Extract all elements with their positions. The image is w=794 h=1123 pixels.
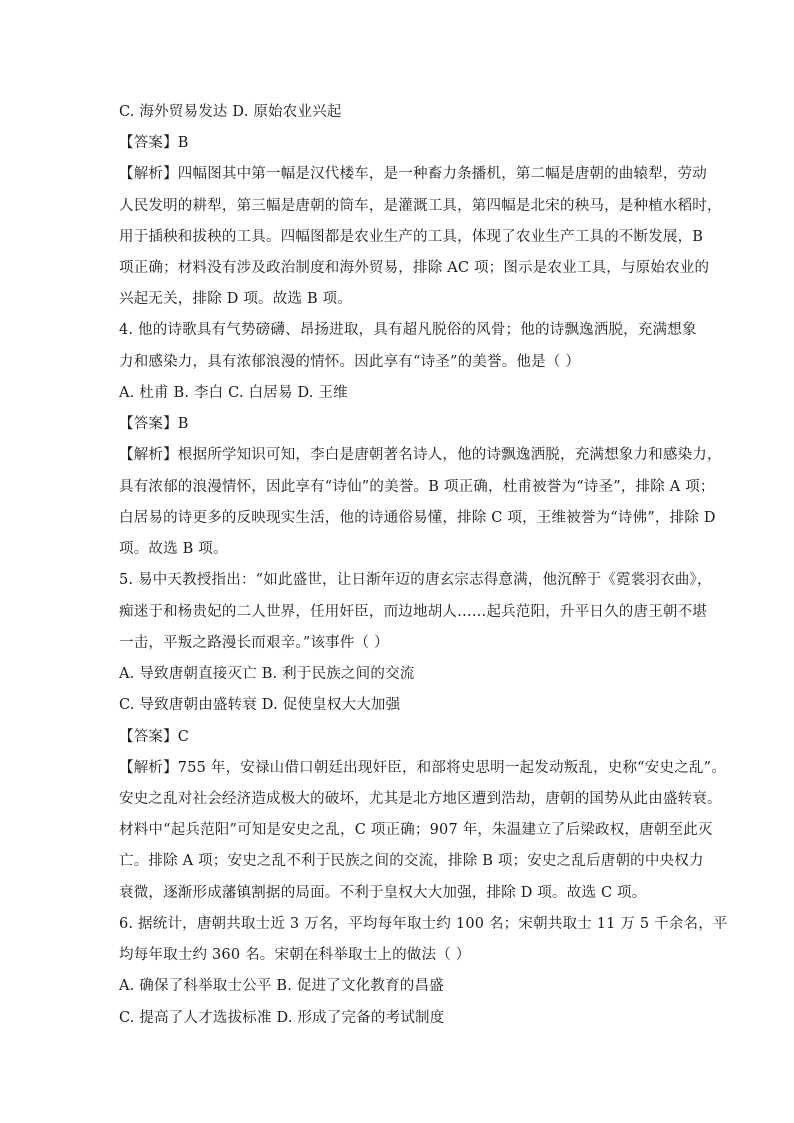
analysis-line: 材料中“起兵范阳”可知是安史之乱，C 项正确；907 年，朱温建立了后梁政权，唐朝至此灭 <box>119 822 713 838</box>
question-6-options: C. 提高了人才选拔标准 D. 形成了完备的考试制度 <box>119 1010 445 1026</box>
analysis-line: 用于插秧和拔秧的工具。四幅图都是农业生产的工具，体现了农业生产工具的不断发展，B <box>119 229 704 245</box>
analysis-line: 【解析】755 年，安禄山借口朝廷出现奸臣，和部将史思明一起发动叛乱，史称“安史之乱”。 <box>119 760 726 776</box>
analysis-line: 衰微，逐渐形成藩镇割据的局面。不利于皇权大大加强，排除 D 项。故选 C 项。 <box>119 885 647 901</box>
question-5-options: A. 导致唐朝直接灭亡 B. 利于民族之间的交流 <box>119 666 415 682</box>
analysis-line: 人民发明的耕犁，第三幅是唐朝的筒车，是灌溉工具，第四幅是北宋的秧马，是种植水稻时， <box>119 198 722 214</box>
question-5: 5. 易中天教授指出：“如此盛世，让日渐年迈的唐玄宗志得意满，他沉醉于《霓裳羽衣曲》， <box>119 572 712 588</box>
analysis-line: 具有浓郁的浪漫情怀，因此享有“诗仙”的美誉。B 项正确，杜甫被誉为“诗圣”，排除 A 项； <box>119 479 715 495</box>
analysis-line: 项正确；材料没有涉及政治制度和海外贸易，排除 AC 项；图示是农业工具，与原始农业的 <box>119 260 710 276</box>
question-6-cont: 均每年取士约 360 名。宋朝在科举取士上的做法（ ） <box>119 947 471 963</box>
question-5-options: C. 导致唐朝由盛转衰 D. 促使皇权大大加强 <box>119 697 401 713</box>
question-4: 4. 他的诗歌具有气势磅礴、昂扬进取，具有超凡脱俗的风骨；他的诗飘逸洒脱，充满想象 <box>119 322 697 338</box>
analysis-line: 【解析】根据所学知识可知，李白是唐朝著名诗人，他的诗飘逸洒脱，充满想象力和感染力， <box>119 447 722 463</box>
analysis-line: 安史之乱对社会经济造成极大的破坏，尤其是北方地区遭到浩劫，唐朝的国势从此由盛转衰。 <box>119 791 722 807</box>
analysis-line: 项。故选 B 项。 <box>119 541 228 557</box>
option-line: C. 海外贸易发达 D. 原始农业兴起 <box>119 104 342 120</box>
answer-label: 【答案】B <box>119 416 189 432</box>
analysis-line: 【解析】四幅图其中第一幅是汉代楼车，是一种畜力条播机，第二幅是唐朝的曲辕犁，劳动 <box>119 166 707 182</box>
question-4-options: A. 杜甫 B. 李白 C. 白居易 D. 王维 <box>119 385 348 401</box>
question-5-cont: 痴迷于和杨贵妃的二人世界，任用奸臣，而边地胡人……起兵范阳，升平日久的唐王朝不堪 <box>119 604 707 620</box>
question-6-options: A. 确保了科举取士公平 B. 促进了文化教育的昌盛 <box>119 978 444 994</box>
question-5-cont: 一击，平叛之路漫长而艰辛。”该事件（ ） <box>119 635 389 651</box>
question-4-cont: 力和感染力，具有浓郁浪漫的情怀。因此享有“诗圣”的美誉。他是（ ） <box>119 354 581 370</box>
analysis-line: 兴起无关，排除 D 项。故选 B 项。 <box>119 291 353 307</box>
analysis-line: 亡。排除 A 项；安史之乱不利于民族之间的交流，排除 B 项；安史之乱后唐朝的中央权力 <box>119 853 704 869</box>
answer-label: 【答案】B <box>119 135 189 151</box>
analysis-line: 白居易的诗更多的反映现实生活，他的诗通俗易懂，排除 C 项，王维被誉为“诗佛”，排除 D <box>119 510 716 526</box>
question-6: 6. 据统计，唐朝共取士近 3 万名，平均每年取士约 100 名；宋朝共取士 11 万 5 千余名，平 <box>119 916 728 932</box>
answer-label: 【答案】C <box>119 729 190 745</box>
